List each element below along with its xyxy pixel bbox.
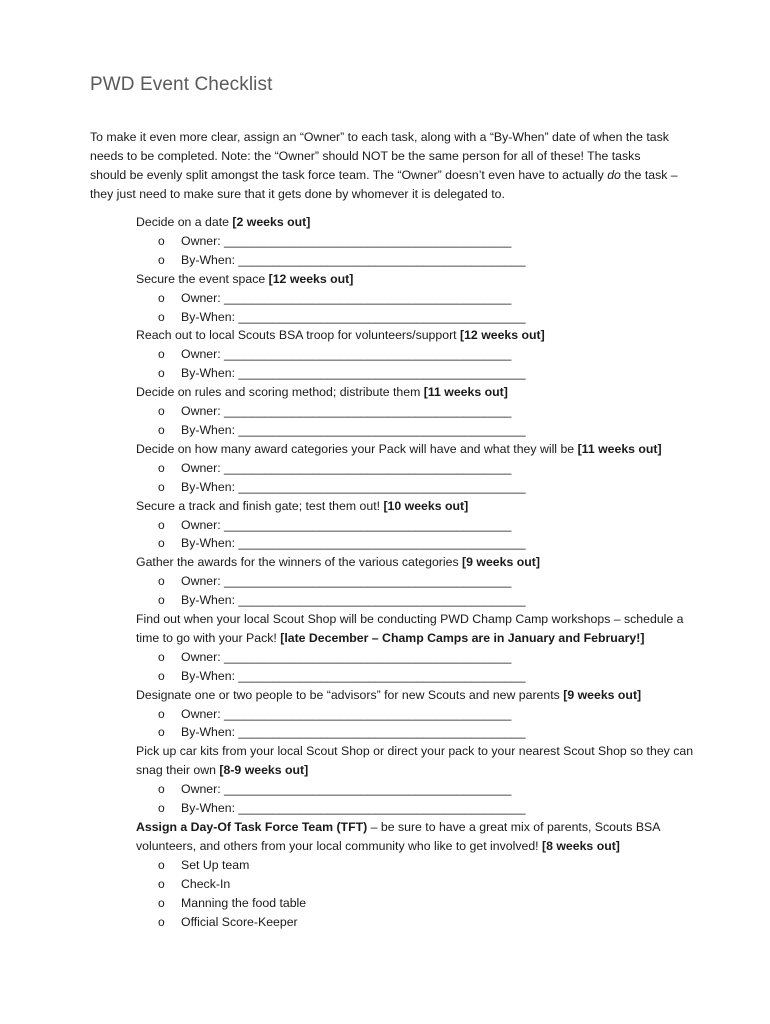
subitem-text: Official Score-Keeper: [181, 914, 298, 929]
checklist-subitem: [136, 894, 696, 913]
checklist-task: [136, 553, 696, 610]
task-timing: [12 weeks out]: [268, 271, 354, 286]
bullet-icon: o: [158, 347, 165, 362]
subitem-text: By-When: __________________________________________: [181, 479, 526, 494]
task-timing: [11 weeks out]: [577, 441, 662, 456]
checklist-subitem: [136, 308, 696, 327]
checklist-task-final: [136, 818, 696, 931]
intro-paragraph: [90, 128, 680, 204]
page-title: PWD Event Checklist: [90, 74, 273, 95]
task-text: Gather the awards for the winners of the various categories: [136, 555, 463, 570]
subitem-text: Owner: __________________________________________: [181, 649, 512, 664]
task-text: Designate one or two people to be “advisors” for new Scouts and new parents: [136, 687, 564, 702]
task-line: [136, 818, 696, 856]
task-line: [136, 326, 696, 345]
checklist-subitem: [136, 421, 696, 440]
task-timing: [8-9 weeks out]: [219, 763, 309, 778]
task-timing: [9 weeks out]: [563, 687, 642, 702]
checklist-subitem: [136, 572, 696, 591]
task-timing: [2 weeks out]: [232, 215, 311, 229]
subitem-text: By-When: __________________________________________: [181, 366, 526, 381]
checklist-subitem: [136, 875, 696, 894]
checklist-task: [136, 610, 696, 686]
subitem-text: Manning the food table: [181, 895, 307, 910]
subitem-text: Owner: __________________________________________: [181, 574, 512, 589]
subitem-text: By-When: __________________________________________: [181, 725, 526, 740]
task-text: Decide on a date: [136, 215, 233, 229]
bullet-icon: o: [158, 914, 165, 929]
task-timing: [12 weeks out]: [460, 328, 545, 343]
checklist-subitem: [136, 799, 696, 818]
bullet-icon: o: [158, 801, 165, 816]
bullet-icon: o: [158, 479, 165, 494]
checklist-subitem: [136, 723, 696, 742]
task-timing: [11 weeks out]: [423, 385, 508, 400]
task-line: [136, 213, 696, 232]
task-line: [136, 610, 696, 648]
checklist-task: [136, 686, 696, 743]
task-text: – be sure to have a great mix of parents, Scouts BSA volunteers, and others from your local community who like to get involved!: [136, 820, 660, 853]
bullet-icon: o: [158, 895, 165, 910]
checklist-subitem: [136, 705, 696, 724]
task-line: [136, 440, 696, 459]
subitem-text: By-When: __________________________________________: [181, 536, 526, 551]
checklist-subitem: [136, 516, 696, 535]
bullet-icon: o: [158, 668, 165, 683]
bullet-icon: o: [158, 366, 165, 381]
task-text: Secure the event space: [136, 271, 269, 286]
checklist-subitem: [136, 780, 696, 799]
bullet-icon: o: [158, 574, 165, 589]
bullet-icon: o: [158, 404, 165, 419]
bullet-icon: o: [158, 782, 165, 797]
checklist-subitem: [136, 667, 696, 686]
subitem-text: Owner: __________________________________________: [181, 347, 512, 362]
checklist-subitem: [136, 856, 696, 875]
task-line: [136, 497, 696, 516]
checklist: [136, 213, 696, 931]
intro-text: To make it even more clear, assign an “Owner” to each task, along with a “By-When” date of when the task needs to be completed. Note: the “Owner” should NOT be the same person for all of these! The tasks should be evenly split amongst the task force team. The “Owner” doesn’t even have to actually: [90, 130, 669, 182]
bullet-icon: o: [158, 725, 165, 740]
task-line: [136, 270, 696, 289]
subitem-text: Set Up team: [181, 857, 250, 872]
task-line: [136, 383, 696, 402]
subitem-text: By-When: __________________________________________: [181, 668, 526, 683]
checklist-subitem: [136, 251, 696, 270]
subitem-text: Owner: __________________________________________: [181, 782, 512, 797]
checklist-subitem: [136, 913, 696, 932]
bullet-icon: o: [158, 460, 165, 475]
subitem-text: By-When: __________________________________________: [181, 309, 526, 324]
checklist-subitem: [136, 459, 696, 478]
checklist-task: [136, 326, 696, 383]
bullet-icon: o: [158, 536, 165, 551]
bullet-icon: o: [158, 593, 165, 608]
task-timing: [late December – Champ Camps are in January and February!]: [280, 630, 645, 645]
bullet-icon: o: [158, 706, 165, 721]
bullet-icon: o: [158, 857, 165, 872]
task-lead: Assign a Day-Of Task Force Team (TFT): [136, 820, 368, 834]
bullet-icon: o: [158, 290, 165, 305]
checklist-subitem: [136, 534, 696, 553]
checklist-subitem: [136, 289, 696, 308]
subitem-text: By-When: __________________________________________: [181, 801, 526, 816]
checklist-task: [136, 213, 696, 270]
task-text: Pick up car kits from your local Scout Shop or direct your pack to your nearest Scout Shop so they can snag their own: [136, 744, 694, 778]
bullet-icon: o: [158, 649, 165, 664]
checklist-subitem: [136, 364, 696, 383]
subitem-text: By-When: __________________________________________: [181, 593, 526, 608]
task-line: [136, 742, 696, 780]
bullet-icon: o: [158, 876, 165, 891]
checklist-task: [136, 270, 696, 327]
subitem-text: Owner: __________________________________________: [181, 233, 512, 248]
subitem-text: By-When: __________________________________________: [181, 252, 526, 267]
bullet-icon: o: [158, 517, 165, 532]
checklist-task: [136, 440, 696, 497]
checklist-subitem: [136, 478, 696, 497]
checklist-subitem: [136, 345, 696, 364]
checklist-task: [136, 742, 696, 818]
task-timing: [10 weeks out]: [383, 498, 469, 513]
checklist-subitem: [136, 591, 696, 610]
bullet-icon: o: [158, 309, 165, 324]
task-text: Reach out to local Scouts BSA troop for volunteers/support: [136, 328, 460, 343]
task-line: [136, 686, 696, 705]
checklist-subitem: [136, 402, 696, 421]
intro-emphasis: do: [607, 167, 621, 182]
task-text: Decide on rules and scoring method; distribute them: [136, 385, 424, 400]
subitem-text: Check-In: [181, 876, 231, 891]
subitem-text: By-When: __________________________________________: [181, 422, 526, 437]
checklist-task: [136, 497, 696, 554]
bullet-icon: o: [158, 233, 165, 248]
subitem-text: Owner: __________________________________________: [181, 404, 512, 419]
task-text: Find out when your local Scout Shop will be conducting PWD Champ Camp workshops – schedule a time to go with your Pack!: [136, 612, 684, 645]
intro-text-end: the task – they just need to make sure that it gets done by whomever it is delegated to.: [90, 167, 678, 201]
task-timing: [8 weeks out]: [542, 838, 620, 853]
checklist-subitem: [136, 232, 696, 251]
task-line: [136, 553, 696, 572]
checklist-subitem: [136, 648, 696, 667]
task-timing: [9 weeks out]: [462, 555, 540, 570]
task-text: Decide on how many award categories your Pack will have and what they will be: [136, 441, 578, 456]
subitem-text: Owner: __________________________________________: [181, 460, 512, 475]
checklist-task: [136, 383, 696, 440]
subitem-text: Owner: __________________________________________: [181, 706, 512, 721]
subitem-text: Owner: __________________________________________: [181, 290, 512, 305]
bullet-icon: o: [158, 252, 165, 267]
task-text: Secure a track and finish gate; test them out!: [136, 498, 384, 513]
bullet-icon: o: [158, 422, 165, 437]
subitem-text: Owner: __________________________________________: [181, 517, 512, 532]
